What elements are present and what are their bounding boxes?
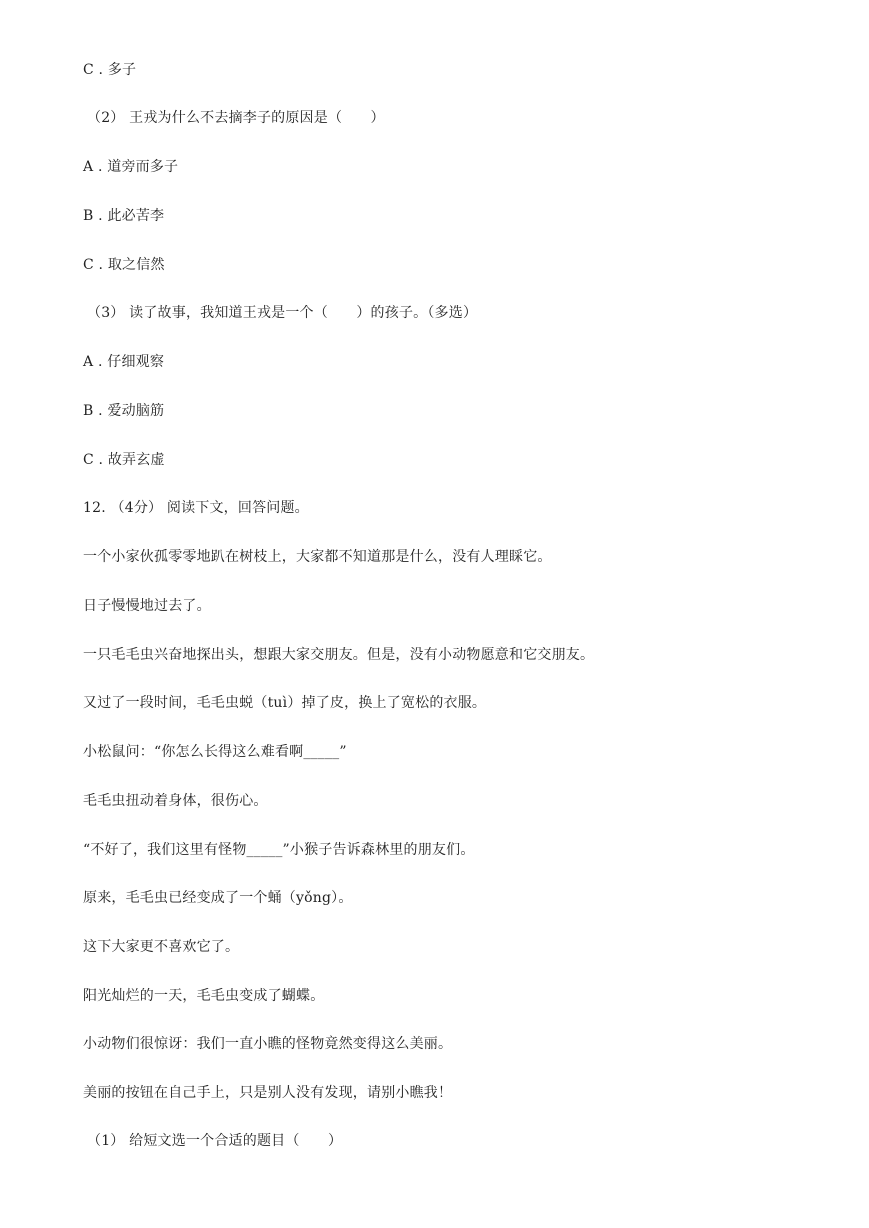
passage-line-11: 小动物们很惊讶：我们一直小瞧的怪物竟然变得这么美丽。	[83, 1036, 453, 1052]
passage-line-5: 小松鼠问：“你怎么长得这么难看啊_____”	[83, 744, 347, 760]
passage-line-9: 这下大家更不喜欢它了。	[83, 939, 240, 955]
question-12-heading: 12. （4分） 阅读下文，回答问题。	[83, 500, 309, 516]
passage-line-6: 毛毛虫扭动着身体，很伤心。	[83, 793, 268, 809]
passage-line-7: “不好了，我们这里有怪物_____”小猴子告诉森林里的朋友们。	[83, 842, 475, 858]
passage-line-8: 原来，毛毛虫已经变成了一个蛹（yǒng）。	[83, 890, 353, 906]
option-a-guancha: A . 仔细观察	[83, 354, 165, 370]
option-c-xinran: C . 取之信然	[83, 257, 165, 273]
option-b-naojin: B . 爱动脑筋	[83, 403, 165, 419]
passage-line-12: 美丽的按钮在自己手上，只是别人没有发现，请别小瞧我！	[83, 1085, 453, 1101]
passage-line-4: 又过了一段时间，毛毛虫蜕（tuì）掉了皮，换上了宽松的衣服。	[83, 695, 487, 711]
passage-line-1: 一个小家伙孤零零地趴在树枝上，大家都不知道那是什么，没有人理睬它。	[83, 549, 552, 565]
option-a-daopang: A . 道旁而多子	[83, 159, 179, 175]
option-b-kuli: B . 此必苦李	[83, 208, 165, 224]
option-c-xuanxu: C . 故弄玄虚	[83, 452, 165, 468]
option-c-duozi: C . 多子	[83, 62, 137, 78]
passage-line-10: 阳光灿烂的一天，毛毛虫变成了蝴蝶。	[83, 988, 325, 1004]
passage-line-2: 日子慢慢地过去了。	[83, 598, 211, 614]
passage-line-3: 一只毛毛虫兴奋地探出头，想跟大家交朋友。但是，没有小动物愿意和它交朋友。	[83, 647, 595, 663]
question-2-prompt: （2） 王戎为什么不去摘李子的原因是（ ）	[87, 110, 385, 126]
question-12-1-prompt: （1） 给短文选一个合适的题目（ ）	[87, 1133, 343, 1149]
question-3-prompt: （3） 读了故事，我知道王戎是一个（ ）的孩子。（多选）	[87, 305, 478, 321]
